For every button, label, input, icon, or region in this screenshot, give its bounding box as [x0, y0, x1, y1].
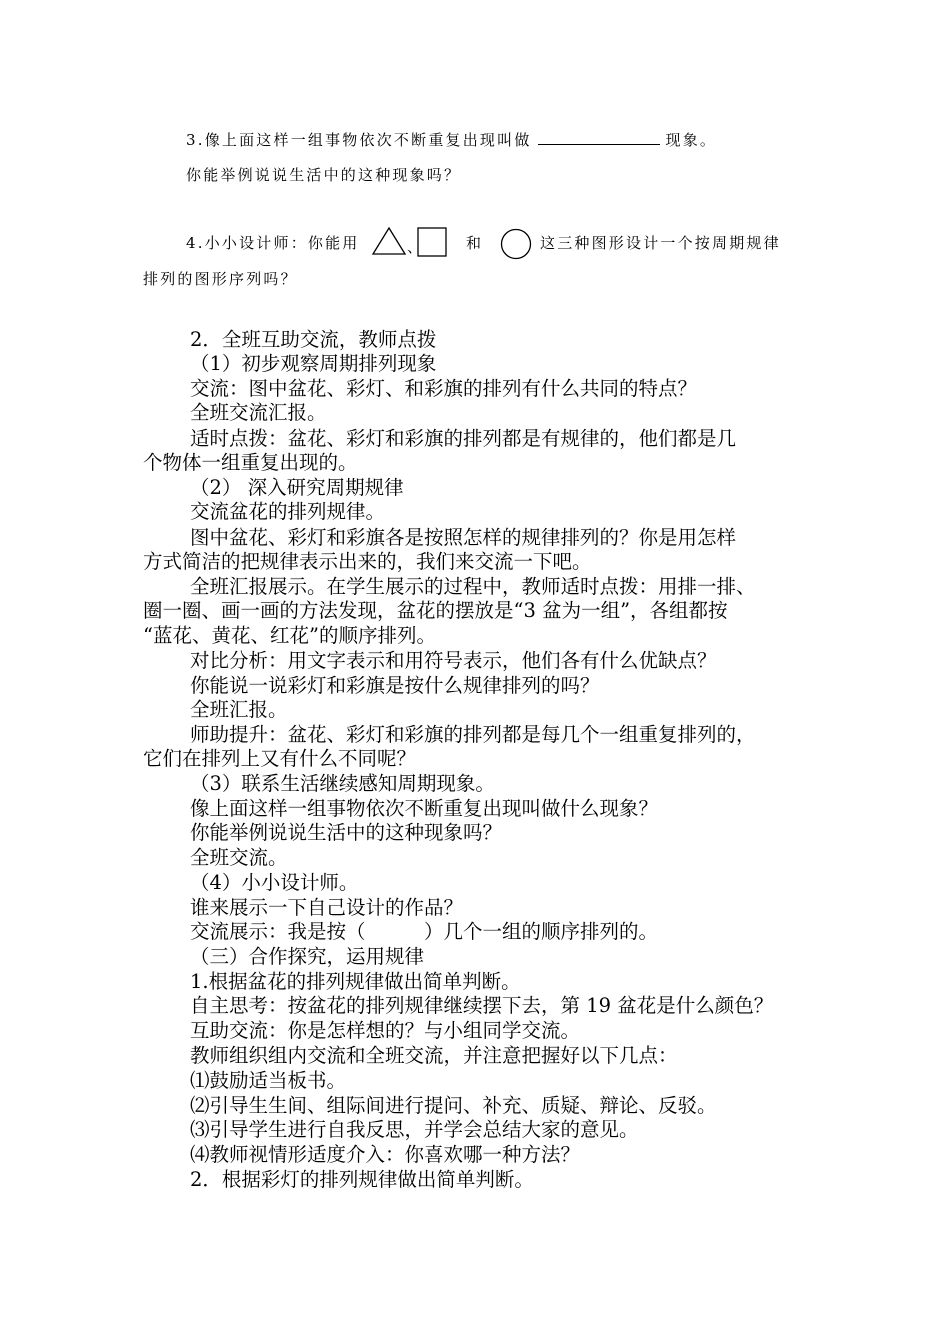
text-line: 交流展示：我是按（ ）几个一组的顺序排列的。: [190, 920, 659, 943]
question-3-line-2: 你能举例说说生活中的这种现象吗？: [186, 166, 462, 184]
text-line: 圈一圈、画一画的方法发现，盆花的摆放是“3 盆为一组”，各组都按: [143, 599, 728, 622]
text-line: 适时点拨：盆花、彩灯和彩旗的排列都是有规律的，他们都是几: [190, 427, 737, 450]
question-3-prefix: 3.像上面这样一组事物依次不断重复出现叫做: [186, 131, 532, 149]
question-4-line-2: 排列的图形序列吗？: [143, 270, 298, 288]
text-line: 方式简洁的把规律表示出来的，我们来交流一下吧。: [143, 550, 592, 573]
text-line: 全班交流汇报。: [190, 401, 327, 424]
text-line: 对比分析：用文字表示和用符号表示，他们各有什么优缺点？: [190, 649, 717, 672]
text-line: 2．全班互助交流，教师点拨: [190, 328, 437, 351]
text-line: 1.根据盆花的排列规律做出简单判断。: [190, 970, 521, 993]
text-line: 你能举例说说生活中的这种现象吗？: [190, 821, 503, 844]
text-line: ⑶引导学生进行自我反思，并学会总结大家的意见。: [190, 1118, 639, 1141]
text-line: 像上面这样一组事物依次不断重复出现叫做什么现象？: [190, 797, 659, 820]
text-line: （2） 深入研究周期规律: [190, 476, 404, 499]
question-3-suffix: 现象。: [665, 131, 718, 149]
text-line: ⑴鼓励适当板书。: [190, 1069, 347, 1092]
text-line: 你能说一说彩灯和彩旗是按什么规律排列的吗？: [190, 674, 600, 697]
text-line: ⑷教师视情形适度介入：你喜欢哪一种方法？: [190, 1143, 581, 1166]
text-line: 交流：图中盆花、彩灯、和彩旗的排列有什么共同的特点？: [190, 377, 698, 400]
square-shape-icon: [417, 227, 447, 257]
triangle-shape-icon: [371, 226, 407, 256]
question-4-suffix: 这三种图形设计一个按周期规律: [540, 234, 781, 252]
question-4-prefix: 4.小小设计师：你能用: [186, 234, 360, 252]
text-line: （三）合作探究，运用规律: [190, 945, 425, 968]
text-line: 自主思考：按盆花的排列规律继续摆下去，第 19 盆花是什么颜色？: [190, 994, 774, 1017]
text-line: “蓝花、黄花、红花”的顺序排列。: [143, 624, 436, 647]
text-line: 交流盆花的排列规律。: [190, 500, 386, 523]
text-line: 教师组织组内交流和全班交流，并注意把握好以下几点：: [190, 1044, 678, 1067]
text-line: 个物体一组重复出现的。: [143, 451, 358, 474]
text-line: （1）初步观察周期排列现象: [190, 352, 437, 375]
text-line: 2．根据彩灯的排列规律做出简单判断。: [190, 1168, 534, 1191]
text-line: 图中盆花、彩灯和彩旗各是按照怎样的规律排列的？你是用怎样: [190, 526, 737, 549]
text-line: 全班汇报展示。在学生展示的过程中，教师适时点拨：用排一排、: [190, 575, 756, 598]
answer-blank: [538, 128, 660, 145]
question-4-separator: 、: [407, 238, 425, 256]
question-3: [186, 128, 717, 150]
circle-shape-icon: [500, 228, 532, 260]
text-line: 互助交流：你是怎样想的？与小组同学交流。: [190, 1019, 581, 1042]
text-line: （4）小小设计师。: [190, 871, 359, 894]
text-line: 全班交流。: [190, 846, 288, 869]
text-line: 谁来展示一下自己设计的作品？: [190, 896, 464, 919]
text-line: （3）联系生活继续感知周期现象。: [190, 772, 495, 795]
question-4-and: 和: [466, 234, 484, 252]
text-line: 全班汇报。: [190, 698, 288, 721]
text-line: ⑵引导生生间、组际间进行提问、补充、质疑、辩论、反驳。: [190, 1094, 717, 1117]
text-line: 它们在排列上又有什么不同呢？: [143, 747, 417, 770]
text-line: 师助提升：盆花、彩灯和彩旗的排列都是每几个一组重复排列的，: [190, 723, 756, 746]
